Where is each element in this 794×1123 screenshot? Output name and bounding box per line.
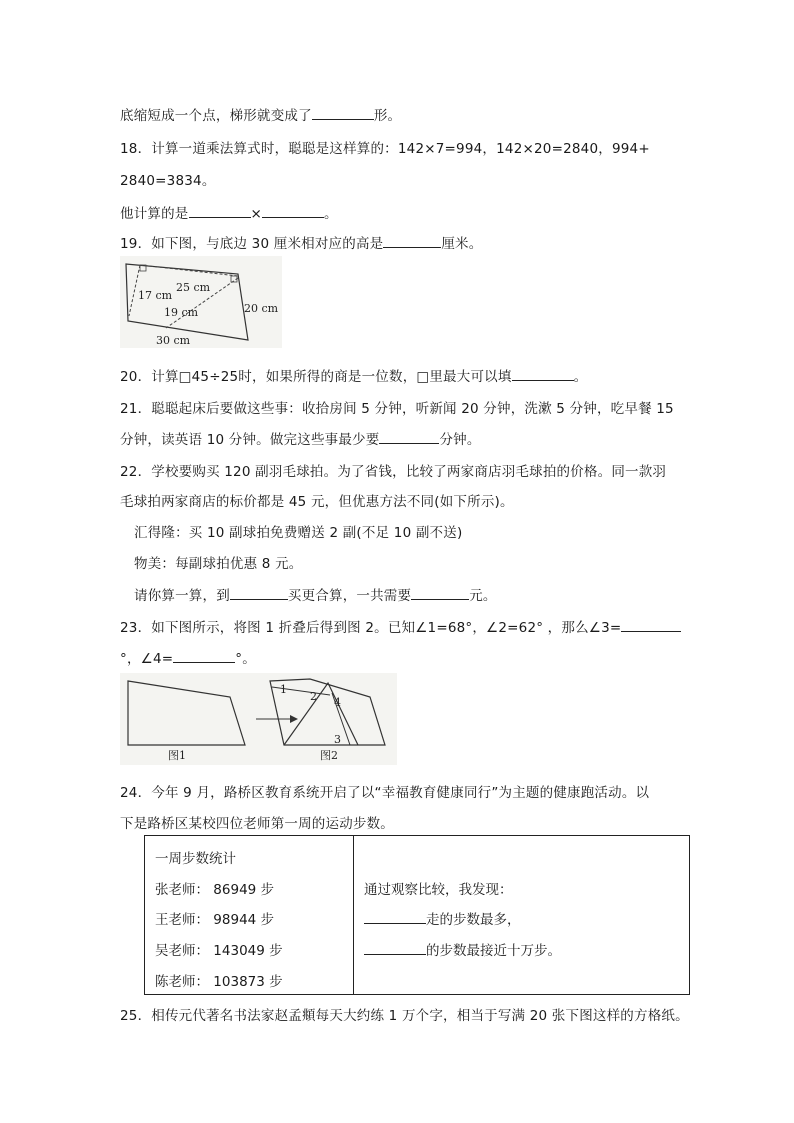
q25-line1: 25．相传元代著名书法家赵孟頫每天大约练 1 万个字，相当于写满 20 张下图这样的方格纸。 [120,1008,689,1024]
findings-line2 [364,939,561,959]
answer-blank[interactable] [364,940,426,955]
parallelogram-figure [120,256,282,348]
q18-times: × [250,206,263,222]
findings-text2: 的步数最接近十万步。 [426,943,561,959]
q18-line2: 2840=3834。 [120,173,216,189]
steps-stats-cell [145,836,354,995]
label-20cm: 20 cm [244,302,279,315]
figure2-label: 图2 [320,749,338,762]
q24-line2: 下是路桥区某校四位老师第一周的运动步数。 [120,816,394,832]
figure1-shape [128,681,245,745]
q22-line1: 22．学校要购买 120 副羽毛球拍。为了省钱，比较了两家商店羽毛球拍的价格。同一款羽 [120,464,667,480]
q17-text-end: 形。 [373,108,402,124]
q22-text-a: 请你算一算，到 [134,588,230,604]
q20-line1 [120,365,587,385]
steps-table [144,835,690,995]
stats-row [155,939,283,959]
q23-line2 [120,647,256,667]
stats-row [155,878,274,898]
answer-blank[interactable] [512,366,574,381]
answer-blank[interactable] [621,617,681,632]
answer-blank[interactable] [364,909,426,924]
q17-text: 底缩短成一个点，梯形就变成了 [120,108,312,124]
q21-text: 分钟，读英语 10 分钟。做完这些事最少要 [120,432,380,448]
q20-text-end: 。 [573,369,588,385]
answer-blank[interactable] [230,585,288,600]
folding-figure [120,673,397,765]
findings-intro: 通过观察比较，我发现： [364,882,513,898]
label-30cm: 30 cm [156,334,191,347]
angle-3-label: 3 [334,733,341,746]
q23-line1 [120,616,681,636]
q18-text-a: 他计算的是 [120,206,189,222]
q18-line1: 18．计算一道乘法算式时，聪聪是这样算的：142×7=994，142×20=2840，994+ [120,141,650,157]
q21-line1: 21．聪聪起床后要做这些事：收拾房间 5 分钟，听新闻 20 分钟，洗漱 5 分钟，吃早餐 15 [120,401,674,417]
q19-line1 [120,232,482,252]
label-19cm: 19 cm [164,306,199,319]
teacher-name: 陈老师： [155,974,209,990]
q18-text-c: 。 [324,206,338,222]
answer-blank[interactable] [262,203,324,218]
arrow-head [290,715,298,723]
angle-2-label: 2 [310,690,317,703]
answer-blank[interactable] [379,429,439,444]
stats-row [155,908,274,928]
q22-text-b: 买更合算，一共需要 [287,588,412,604]
stats-row [155,970,283,990]
teacher-name: 吴老师： [155,943,209,959]
q23-text: 23．如下图所示，将图 1 折叠后得到图 2。已知∠1=68°，∠2=62° ，那么∠3= [120,620,622,636]
q22-store-a: 汇得隆：买 10 副球拍免费赠送 2 副(不足 10 副不送) [134,525,463,541]
answer-blank[interactable] [173,648,235,663]
q23-text-b: °。 [235,651,256,667]
q23-text-a: °，∠4= [120,651,174,667]
q22-text-c: 元。 [469,588,497,604]
step-count: 86949 步 [213,882,275,898]
answer-blank[interactable] [189,203,251,218]
stats-title: 一周步数统计 [155,851,236,867]
q24-line1: 24．今年 9 月，路桥区教育系统开启了以“幸福教育健康同行”为主题的健康跑活动。以 [120,785,650,801]
step-count: 98944 步 [213,912,275,928]
q17-line [120,104,401,124]
answer-blank[interactable] [383,233,441,248]
q20-text: 20．计算□45÷25时，如果所得的商是一位数，□里最大可以填 [120,369,512,385]
q21-text-end: 分钟。 [439,432,481,448]
answer-blank[interactable] [411,585,469,600]
label-25cm: 25 cm [176,281,211,294]
step-count: 103873 步 [213,974,283,990]
teacher-name: 张老师： [155,882,209,898]
answer-blank[interactable] [312,105,374,120]
step-count: 143049 步 [213,943,283,959]
findings-text1: 走的步数最多， [426,912,521,928]
q22-store-b: 物美：每副球拍优惠 8 元。 [134,556,303,572]
findings-cell [354,836,690,995]
q22-line5 [134,584,497,604]
angle-1-label: 1 [280,683,287,696]
findings-line1 [364,908,521,928]
q19-text-end: 厘米。 [441,236,483,252]
label-17cm: 17 cm [138,289,173,302]
angle-4-label: 4 [334,696,341,709]
teacher-name: 王老师： [155,912,209,928]
q19-text: 19．如下图，与底边 30 厘米相对应的高是 [120,236,384,252]
q18-line3 [120,202,338,222]
figure1-label: 图1 [168,749,186,762]
q21-line2 [120,428,481,448]
q22-line2: 毛球拍两家商店的标价都是 45 元，但优惠方法不同(如下所示)。 [120,494,514,510]
